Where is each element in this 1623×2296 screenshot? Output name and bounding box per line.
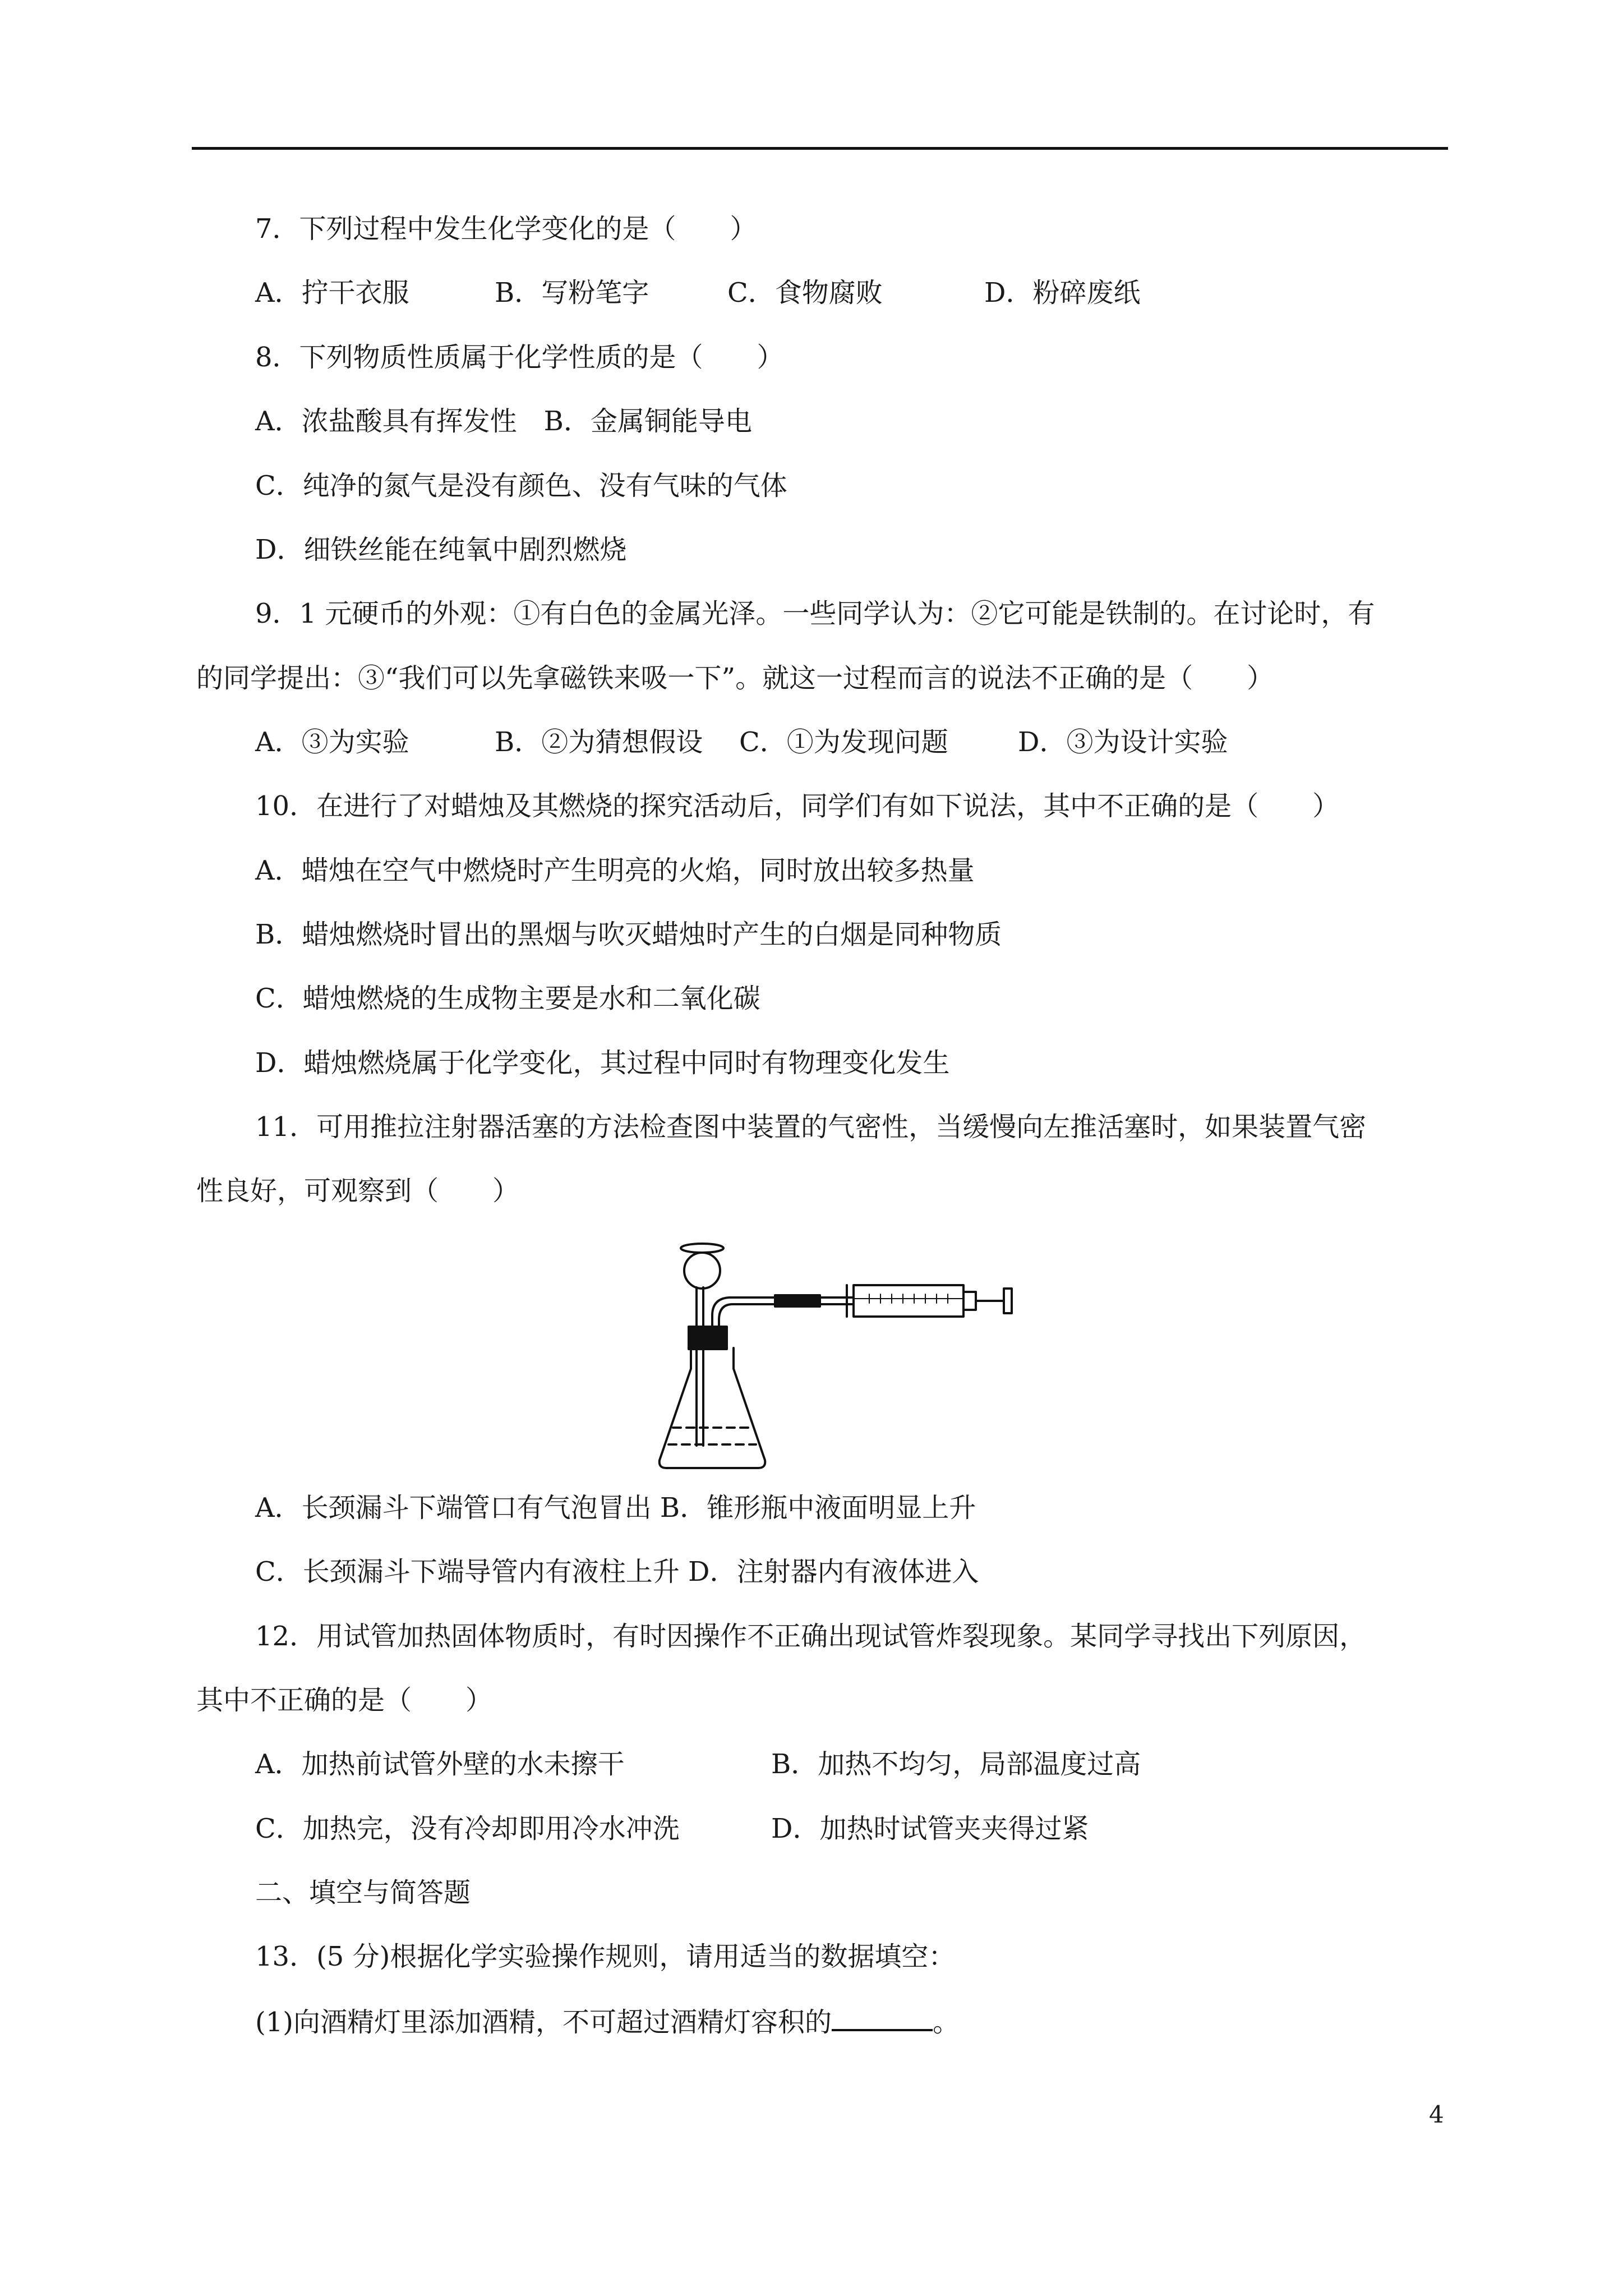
q13-sub1 [255, 2004, 960, 2039]
question-11-stem-line2: 性良好，可观察到（ ） [196, 1175, 520, 1207]
q11-option-ab: A．长颈漏斗下端管口有气泡冒出 B．锥形瓶中液面明显上升 [255, 1492, 976, 1524]
syringe-icon [847, 1285, 1012, 1317]
q7-option-c: C．食物腐败 [727, 277, 883, 309]
question-7-stem: 7．下列过程中发生化学变化的是（ ） [255, 213, 757, 245]
conical-flask-icon [660, 1348, 766, 1468]
q9-option-c: C．①为发现问题 [739, 726, 948, 758]
q13-sub1-end: 。 [933, 2007, 960, 2038]
q10-option-d: D．蜡烛燃烧属于化学变化，其过程中同时有物理变化发生 [255, 1047, 950, 1079]
q10-option-b: B．蜡烛燃烧时冒出的黑烟与吹灭蜡烛时产生的白烟是同种物质 [255, 919, 1002, 950]
q10-option-a: A．蜡烛在空气中燃烧时产生明亮的火焰，同时放出较多热量 [255, 855, 975, 886]
q9-option-a: A．③为实验 [255, 726, 409, 758]
q8-option-c: C．纯净的氮气是没有颜色、没有气味的气体 [255, 470, 787, 501]
question-12-stem-line1: 12．用试管加热固体物质时，有时因操作不正确出现试管炸裂现象。某同学寻找出下列原因， [255, 1621, 1367, 1652]
section-2-title: 二、填空与简答题 [255, 1877, 471, 1908]
q12-option-c: C．加热完，没有冷却即用冷水冲洗 [255, 1813, 680, 1844]
q7-option-d: D．粉碎废纸 [984, 277, 1141, 309]
question-8-stem: 8．下列物质性质属于化学性质的是（ ） [255, 342, 784, 373]
q12-option-a: A．加热前试管外壁的水未擦干 [255, 1749, 625, 1780]
question-9-stem-line2: 的同学提出：③“我们可以先拿磁铁来吸一下”。就这一过程而言的说法不正确的是（ ） [196, 662, 1274, 694]
q7-option-b: B．写粉笔字 [495, 277, 649, 309]
question-12-stem-line2: 其中不正确的是（ ） [196, 1685, 493, 1716]
q13-sub1-text: (1)向酒精灯里添加酒精，不可超过酒精灯容积的 [255, 2007, 832, 2038]
question-13-stem: 13．(5 分)根据化学实验操作规则，请用适当的数据填空： [255, 1941, 956, 1972]
question-11-stem-line1: 11．可用推拉注射器活塞的方法检查图中装置的气密性，当缓慢向左推活塞时，如果装置气密 [255, 1111, 1367, 1143]
apparatus-figure [656, 1237, 1049, 1478]
answer-blank[interactable] [832, 2004, 933, 2031]
q8-option-d: D．细铁丝能在纯氧中剧烈燃烧 [255, 534, 627, 565]
question-9-stem-line1: 9．1 元硬币的外观：①有白色的金属光泽。一些同学认为：②它可能是铁制的。在讨论时，有 [255, 598, 1375, 629]
page-number: 4 [1429, 2101, 1444, 2128]
q7-option-a: A．拧干衣服 [255, 277, 409, 309]
q12-option-d: D．加热时试管夹夹得过紧 [771, 1813, 1089, 1844]
q11-option-cd: C．长颈漏斗下端导管内有液柱上升 D．注射器内有液体进入 [255, 1556, 979, 1588]
rubber-stopper [689, 1327, 727, 1349]
q12-option-b: B．加热不均匀，局部温度过高 [771, 1749, 1141, 1780]
question-10-stem: 10．在进行了对蜡烛及其燃烧的探究活动后，同学们有如下说法，其中不正确的是（ ） [255, 790, 1340, 822]
header-rule [192, 147, 1448, 150]
q10-option-c: C．蜡烛燃烧的生成物主要是水和二氧化碳 [255, 983, 760, 1014]
delivery-tube [712, 1295, 854, 1332]
q8-option-ab: A．浓盐酸具有挥发性 B．金属铜能导电 [255, 406, 752, 437]
q9-option-d: D．③为设计实验 [1018, 726, 1228, 758]
q9-option-b: B．②为猜想假设 [495, 726, 703, 758]
